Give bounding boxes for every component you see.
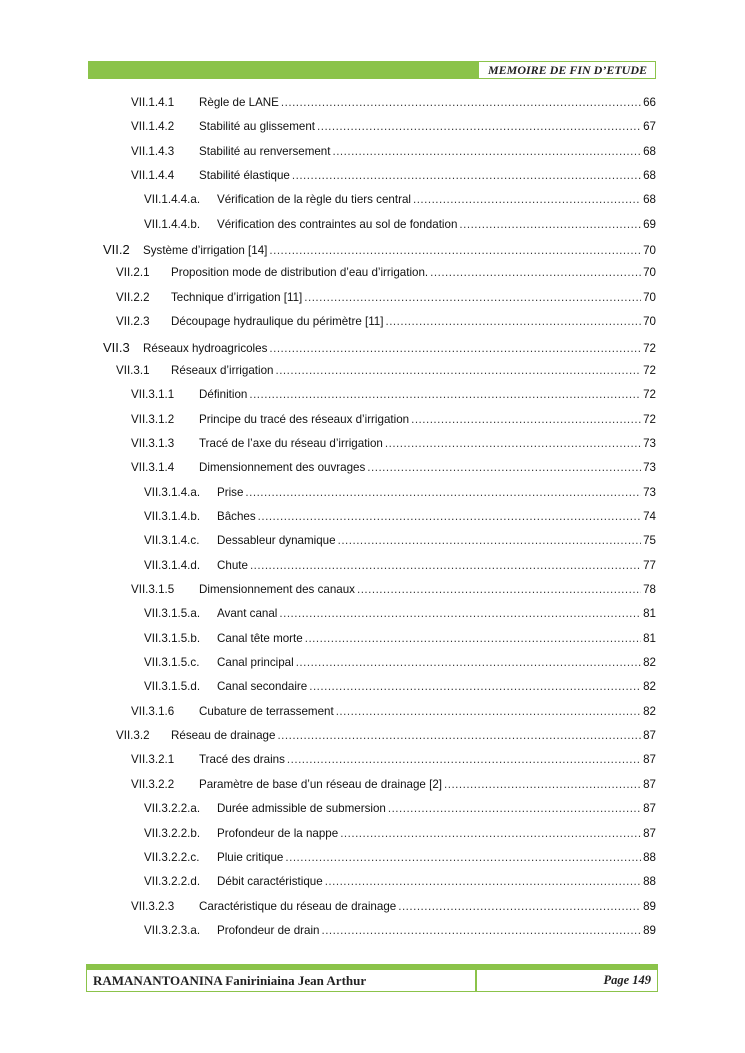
toc-entry[interactable]	[116, 729, 656, 749]
toc-entry-page: 67	[643, 120, 656, 134]
toc-entry-page: 70	[643, 266, 656, 280]
toc-entry-number: VII.3.2.2.d.	[144, 875, 201, 889]
toc-entry-page: 72	[643, 363, 656, 377]
toc-dot-leader	[279, 607, 641, 620]
toc-entry-page: 75	[643, 534, 656, 548]
toc-entry-page: 70	[643, 244, 656, 258]
toc-dot-leader	[281, 96, 641, 109]
toc-entry-title: Dimensionnement des canaux	[199, 583, 355, 596]
toc-entry-title: Tracé des drains	[199, 753, 285, 767]
toc-entry[interactable]	[144, 802, 656, 822]
toc-entry-number: VII.2.2	[116, 290, 150, 304]
toc-entry-title: Découpage hydraulique du périmètre [11]	[171, 315, 384, 329]
toc-entry-page: 73	[643, 461, 656, 475]
toc-entry-number: VII.3.1.5.d.	[144, 680, 201, 694]
toc-entry-page: 89	[643, 923, 656, 937]
toc-entry-title: Stabilité élastique	[199, 169, 290, 183]
toc-entry[interactable]	[144, 534, 656, 554]
toc-entry-title: Cubature de terrassement	[199, 704, 334, 718]
toc-entry[interactable]	[144, 680, 656, 700]
toc-entry-title: Paramètre de base d’un réseau de drainage [2]	[199, 777, 442, 791]
toc-entry-number: VII.3.1.4	[131, 461, 175, 475]
toc-entry-page: 68	[643, 144, 656, 158]
toc-entry-title: Dimensionnement des ouvrages	[199, 461, 366, 475]
page-footer	[86, 964, 658, 992]
toc-dot-leader	[321, 924, 641, 937]
toc-entry-number: VII.3.1.2	[131, 412, 175, 426]
header-title: MEMOIRE DE FIN D’ETUDE	[487, 63, 647, 77]
toc-dot-leader	[317, 120, 641, 133]
toc-entry-title: Réseau de drainage	[171, 729, 276, 743]
toc-entry[interactable]	[131, 778, 656, 798]
toc-entry-title: Profondeur de drain	[217, 923, 320, 937]
toc-entry-number: VII.3.2.1	[131, 753, 175, 767]
toc-entry-number: VII.3.1	[116, 363, 150, 377]
toc-entry[interactable]	[131, 437, 656, 457]
toc-entry-title: Règle de LANE	[199, 96, 279, 109]
toc-entry-title: Vérification des contraintes au sol de fondation	[217, 217, 458, 231]
toc-entry[interactable]	[144, 875, 656, 895]
toc-dot-leader	[385, 315, 641, 328]
toc-entry-title: Proposition mode de distribution d’eau d’irrigation.	[171, 266, 429, 280]
toc-entry-page: 74	[643, 509, 656, 523]
toc-entry-page: 87	[643, 777, 656, 791]
toc-dot-leader	[296, 656, 641, 669]
toc-dot-leader	[249, 388, 641, 401]
toc-entry-title: Vérification de la règle du tiers central	[217, 193, 411, 207]
toc-entry-page: 72	[643, 412, 656, 426]
toc-entry[interactable]	[144, 632, 656, 652]
toc-entry[interactable]	[131, 705, 656, 725]
toc-entry[interactable]	[116, 364, 656, 384]
toc-entry[interactable]	[131, 169, 656, 189]
toc-entry-page: 66	[643, 96, 656, 109]
toc-entry-number: VII.2.1	[116, 266, 150, 280]
toc-dot-leader	[245, 486, 641, 499]
toc-entry-page: 69	[643, 217, 656, 231]
toc-dot-leader	[357, 583, 641, 596]
toc-entry-title: Réseaux d’irrigation	[171, 363, 274, 377]
toc-entry[interactable]	[131, 96, 656, 116]
toc-dot-leader	[258, 510, 641, 523]
toc-entry-title: Avant canal	[217, 607, 278, 621]
toc-entry-page: 87	[643, 826, 656, 840]
toc-entry-title: Débit caractéristique	[217, 875, 323, 889]
toc-entry-page: 87	[643, 802, 656, 816]
toc-entry-title: Canal secondaire	[217, 680, 308, 694]
toc-entry-title: Chute	[217, 558, 248, 572]
toc-entry-number: VII.3.1.6	[131, 704, 175, 718]
toc-entry-title: Prise	[217, 485, 244, 499]
toc-entry[interactable]	[144, 656, 656, 676]
toc-entry-number: VII.3.2.2.b.	[144, 826, 201, 840]
toc-entry-page: 89	[643, 899, 656, 913]
toc-entry-page: 87	[643, 729, 656, 743]
toc-entry[interactable]	[131, 120, 656, 140]
toc-entry-page: 81	[643, 607, 656, 621]
toc-entry-number: VII.3.1.4.b.	[144, 509, 201, 523]
toc-dot-leader	[459, 218, 641, 231]
toc-entry[interactable]	[116, 291, 656, 311]
toc-entry-page: 82	[643, 656, 656, 670]
toc-dot-leader	[285, 851, 641, 864]
toc-entry-title: Profondeur de la nappe	[217, 826, 339, 840]
toc-entry-number: VII.3.2.3.a.	[144, 923, 201, 937]
toc-entry-title: Réseaux hydroagricoles	[143, 341, 268, 355]
toc-entry[interactable]	[144, 827, 656, 847]
toc-entry[interactable]	[131, 145, 656, 165]
toc-dot-leader	[269, 342, 641, 355]
toc-entry-number: VII.3.1.4.a.	[144, 485, 201, 499]
footer-page-box	[476, 969, 658, 992]
toc-entry-title: Stabilité au renversement	[199, 144, 331, 158]
toc-entry-number: VII.3.1.4.d.	[144, 558, 201, 572]
toc-entry-title: Définition	[199, 388, 248, 402]
toc-entry-title: Canal principal	[217, 656, 294, 670]
toc-entry-number: VII.3.1.5.c.	[144, 656, 200, 670]
toc-entry[interactable]	[131, 583, 656, 603]
toc-entry-number: VII.3.2.2.c.	[144, 850, 200, 864]
toc-entry-number: VII.1.4.1	[131, 96, 175, 109]
toc-entry-page: 78	[643, 583, 656, 596]
toc-entry[interactable]	[144, 486, 656, 506]
toc-entry-page: 88	[643, 875, 656, 889]
toc-entry-page: 72	[643, 388, 656, 402]
toc-entry[interactable]	[144, 510, 656, 530]
toc-entry-number: VII.3.1.5.b.	[144, 631, 201, 645]
toc-entry[interactable]	[103, 340, 656, 360]
toc-dot-leader	[277, 729, 641, 742]
toc-entry-page: 77	[643, 558, 656, 572]
toc-entry-number: VII.3.1.3	[131, 436, 175, 450]
toc-dot-leader	[336, 705, 641, 718]
toc-dot-leader	[269, 244, 641, 257]
toc-dot-leader	[250, 559, 641, 572]
toc-entry-title: Durée admissible de submersion	[217, 802, 386, 816]
footer-author-box	[86, 969, 476, 992]
toc-dot-leader	[338, 534, 642, 547]
toc-entry-number: VII.2.3	[116, 315, 150, 329]
toc-entry-title: Caractéristique du réseau de drainage	[199, 899, 397, 913]
toc-entry[interactable]	[144, 193, 656, 213]
toc-entry-page: 81	[643, 631, 656, 645]
toc-dot-leader	[325, 875, 641, 888]
toc-entry-page: 73	[643, 436, 656, 450]
toc-entry-number: VII.3.1.5.a.	[144, 607, 201, 621]
toc-entry-page: 70	[643, 290, 656, 304]
toc-entry-title: Stabilité au glissement	[199, 120, 315, 134]
toc-entry-page: 87	[643, 753, 656, 767]
page-header	[88, 61, 656, 79]
toc-entry-title: Pluie critique	[217, 850, 284, 864]
toc-entry-number: VII.3.2	[116, 729, 150, 743]
toc-entry-title: Principe du tracé des réseaux d’irrigation	[199, 412, 410, 426]
toc-entry-page: 68	[643, 193, 656, 207]
toc-entry[interactable]	[116, 315, 656, 335]
toc-dot-leader	[287, 753, 641, 766]
toc-entry[interactable]	[103, 242, 656, 262]
toc-dot-leader	[430, 266, 641, 279]
page-number: Page 149	[603, 973, 651, 987]
toc-entry-title: Technique d’irrigation [11]	[171, 290, 303, 304]
toc-entry[interactable]	[116, 266, 656, 286]
toc-dot-leader	[332, 145, 641, 158]
header-bar	[88, 61, 478, 79]
toc-entry-number: VII.1.4.4.a.	[144, 193, 201, 207]
toc-dot-leader	[304, 291, 641, 304]
toc-entry-number: VII.3.1.1	[131, 388, 175, 402]
toc-dot-leader	[385, 437, 641, 450]
toc-entry-number: VII.3.2.2.a.	[144, 802, 201, 816]
toc-entry-page: 72	[643, 341, 656, 355]
toc-dot-leader	[388, 802, 641, 815]
toc-entry[interactable]	[144, 851, 656, 871]
toc-dot-leader	[340, 827, 641, 840]
toc-entry[interactable]	[144, 924, 656, 944]
toc-entry-number: VII.3.1.5	[131, 583, 175, 596]
toc-entry-number: VII.2	[103, 242, 130, 258]
toc-entry-title: Bâches	[217, 509, 256, 523]
toc-entry[interactable]	[131, 753, 656, 773]
toc-entry-title: Canal tête morte	[217, 631, 303, 645]
toc-entry-title: Tracé de l’axe du réseau d’irrigation	[199, 436, 383, 450]
toc-entry[interactable]	[131, 413, 656, 433]
toc-dot-leader	[444, 778, 641, 791]
toc-dot-leader	[367, 461, 641, 474]
toc-entry[interactable]	[131, 900, 656, 920]
toc-dot-leader	[413, 193, 641, 206]
toc-entry[interactable]	[144, 559, 656, 579]
toc-entry-number: VII.3	[103, 339, 130, 355]
toc-entry-title: Système d’irrigation [14]	[143, 244, 268, 258]
toc-dot-leader	[309, 680, 641, 693]
toc-entry[interactable]	[144, 607, 656, 627]
header-title-box	[478, 61, 656, 79]
toc-entry-page: 82	[643, 680, 656, 694]
toc-dot-leader	[292, 169, 641, 182]
toc-entry-number: VII.1.4.2	[131, 120, 175, 134]
toc-entry-number: VII.3.2.2	[131, 777, 175, 791]
toc-entry-page: 82	[643, 704, 656, 718]
toc-dot-leader	[411, 413, 641, 426]
toc-entry-number: VII.3.2.3	[131, 899, 175, 913]
toc-entry-number: VII.1.4.3	[131, 144, 175, 158]
toc-entry-title: Dessableur dynamique	[217, 534, 336, 548]
toc-entry-number: VII.1.4.4	[131, 169, 175, 183]
toc-dot-leader	[398, 900, 641, 913]
toc-entry[interactable]	[144, 218, 656, 238]
toc-entry-number: VII.3.1.4.c.	[144, 534, 200, 548]
toc-entry-number: VII.1.4.4.b.	[144, 217, 201, 231]
toc-entry[interactable]	[131, 388, 656, 408]
toc-entry-page: 68	[643, 169, 656, 183]
toc-dot-leader	[275, 364, 641, 377]
toc-entry[interactable]	[131, 461, 656, 481]
toc-entry-page: 88	[643, 850, 656, 864]
toc-entry-page: 73	[643, 485, 656, 499]
toc-dot-leader	[305, 632, 641, 645]
author-name: RAMANANTOANINA Faniriniaina Jean Arthur	[93, 973, 367, 988]
toc-entry-page: 70	[643, 315, 656, 329]
